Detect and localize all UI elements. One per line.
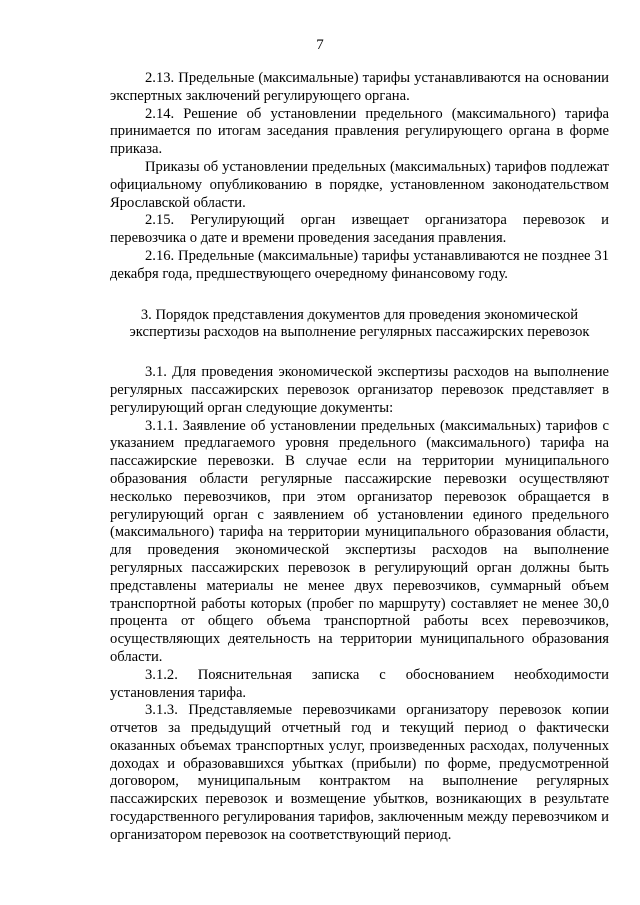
- paragraph-2-16: 2.16. Предельные (максимальные) тарифы устанавливаются не позднее 31 декабря года, предшествующего очередному финансовому году.: [110, 247, 609, 282]
- document-body: [110, 70, 609, 845]
- paragraph-2-14-orders: Приказы об установлении предельных (максимальных) тарифов подлежат официальному опубликованию в порядке, установленном законодательством Ярославской области.: [110, 158, 609, 211]
- paragraph-3-1: 3.1. Для проведения экономической экспертизы расходов на выполнение регулярных пассажирских перевозок организатор перевозок представляет в регулирующий орган следующие документы:: [110, 364, 609, 416]
- paragraph-2-15: 2.15. Регулирующий орган извещает организатора перевозок и перевозчика о дате и времени проведения заседания правления.: [110, 212, 609, 247]
- paragraph-2-13: 2.13. Предельные (максимальные) тарифы устанавливаются на основании экспертных заключений регулирующего органа.: [110, 70, 609, 104]
- paragraph-3-1-2: 3.1.2. Пояснительная записка с обоснованием необходимости установления тарифа.: [110, 666, 609, 701]
- paragraph-3-1-3: 3.1.3. Представляемые перевозчиками организатору перевозок копии отчетов за предыдущий отчетный год и текущий период о фактически оказанных объемах транспортных услуг, произведенных расходах, полученных доходах и образовавшихся убытках (прибыли) по форме, предусмотренной договором, муниципальным контрактом на выполнение регулярных пассажирских перевозок и возмещение убытков, возникающих в результате государственного регулирования тарифов, заключенным между перевозчиком и организатором перевозок на соответствующий период.: [110, 702, 609, 843]
- page-number: 7: [316, 37, 324, 53]
- paragraph-3-1-1: 3.1.1. Заявление об установлении предельных (максимальных) тарифов с указанием предлагаемого уровня предельного (максимального) тарифа на пассажирские перевозки. В случае если на территории муниципального образования области регулярные пассажирские перевозки осуществляют несколько перевозчиков, при этом организатор перевозок обращается в регулирующий орган с заявлением об установлении единого предельного (максимального) тарифа на территории муниципального образования области, для проведения экономической экспертизы расходов на выполнение регулярных пассажирских перевозок в регулирующий орган должны быть представлены материалы не менее двух перевозчиков, суммарный объем транспортной работы которых (пробег по маршруту) составляет не менее 30,0 процента от общего объема транспортной работы всех перевозчиков, осуществляющих деятельность на территории муниципального образования области.: [110, 417, 609, 665]
- section-3-heading: 3. Порядок представления документов для проведения экономической экспертизы расходов на выполнение регулярных пассажирских перевозок: [129, 306, 590, 341]
- paragraph-2-14: 2.14. Решение об установлении предельного (максимального) тарифа принимается по итогам заседания правления регулирующего органа в форме приказа.: [110, 105, 609, 158]
